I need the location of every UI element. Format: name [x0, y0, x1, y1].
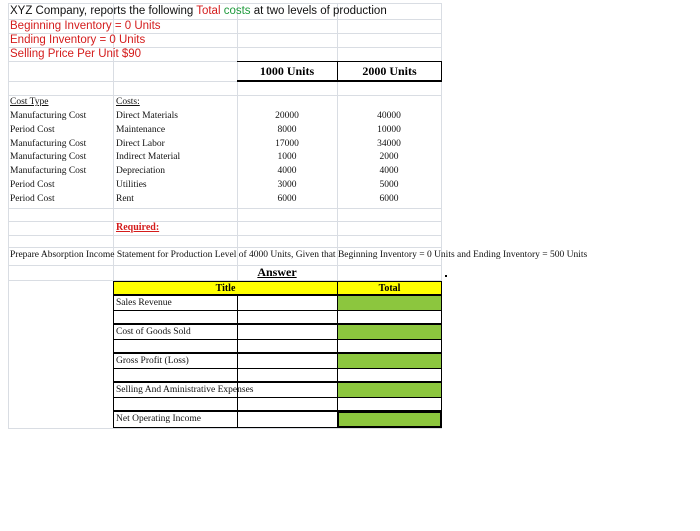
total-cell-cost-of-goods-sold[interactable] [337, 324, 442, 340]
total-cell-gross-profit[interactable] [337, 353, 442, 369]
row-value-2000: 6000 [379, 194, 399, 204]
row-value-1000: 3000 [277, 180, 297, 190]
row-cost-type: Period Cost [10, 180, 55, 190]
total-cell-selling-admin-expenses[interactable] [337, 382, 442, 398]
title-word-total: Total [196, 5, 221, 17]
row-cost-name: Indirect Material [116, 152, 181, 162]
answer-title-cell[interactable] [113, 397, 238, 411]
row-value-1000: 20000 [275, 111, 299, 121]
line-item-selling-admin-expenses: Selling And Aministrative Expenses [116, 385, 254, 395]
row-value-1000: 4000 [277, 166, 297, 176]
total-cell[interactable] [337, 368, 442, 382]
info-selling-price: Selling Price Per Unit $90 [10, 48, 142, 60]
row-cost-type: Manufacturing Cost [10, 111, 87, 121]
row-value-2000: 34000 [377, 139, 401, 149]
row-cost-name: Depreciation [116, 166, 166, 176]
total-cell[interactable] [337, 397, 442, 411]
problem-prompt: Prepare Absorption Income Statement for Production Level of 4000 Units, Given that Beginning Inventory = 0 Units and Ending Inventory = 500 Units [10, 250, 588, 260]
row-cost-name: Utilities [116, 180, 147, 190]
answer-amount-cell[interactable] [237, 339, 338, 353]
title-suffix: at two levels of production [250, 5, 387, 17]
row-value-2000: 4000 [379, 166, 399, 176]
row-cost-type: Period Cost [10, 194, 55, 204]
answer-amount-cell[interactable] [237, 295, 338, 311]
answer-title-cell[interactable] [113, 310, 238, 324]
required-label: Required: [116, 222, 160, 233]
answer-label: Answer [257, 265, 297, 279]
title-word-costs: costs [223, 5, 251, 17]
row-cost-name: Direct Labor [116, 139, 165, 149]
row-value-2000: 10000 [377, 125, 401, 135]
column-1000-units: 1000 Units [259, 64, 315, 78]
info-ending-inventory: Ending Inventory = 0 Units [10, 34, 146, 46]
report-title [10, 5, 387, 17]
cost-type-header: Cost Type [10, 97, 49, 107]
row-cost-name: Maintenance [116, 125, 166, 135]
row-cost-name: Direct Materials [116, 111, 178, 121]
title-prefix: XYZ Company, reports the following [10, 5, 197, 17]
title-column-header: Title [113, 281, 338, 295]
row-value-1000: 8000 [277, 125, 297, 135]
column-2000-units: 2000 Units [362, 64, 417, 78]
costs-header: Costs: [116, 97, 140, 107]
row-value-1000: 17000 [275, 139, 299, 149]
cell-marker [445, 275, 447, 277]
answer-amount-cell[interactable] [237, 324, 338, 340]
answer-amount-cell[interactable] [237, 368, 338, 382]
answer-amount-cell[interactable] [237, 310, 338, 324]
total-cell-sales-revenue[interactable] [337, 295, 442, 311]
line-item-net-operating-income: Net Operating Income [116, 414, 201, 424]
answer-amount-cell[interactable] [237, 411, 338, 428]
row-value-2000: 40000 [377, 111, 401, 121]
answer-title-cell[interactable] [113, 368, 238, 382]
line-item-cost-of-goods-sold: Cost of Goods Sold [116, 327, 191, 337]
row-value-2000: 2000 [379, 152, 399, 162]
row-cost-type: Manufacturing Cost [10, 166, 87, 176]
total-column-header: Total [337, 281, 442, 295]
row-cost-type: Manufacturing Cost [10, 139, 87, 149]
total-cell[interactable] [337, 310, 442, 324]
line-item-gross-profit: Gross Profit (Loss) [116, 356, 189, 366]
row-value-1000: 6000 [277, 194, 297, 204]
row-value-1000: 1000 [277, 152, 297, 162]
row-cost-type: Period Cost [10, 125, 55, 135]
total-cell[interactable] [337, 339, 442, 353]
row-cost-type: Manufacturing Cost [10, 152, 87, 162]
row-value-2000: 5000 [379, 180, 399, 190]
answer-amount-cell[interactable] [237, 397, 338, 411]
info-beginning-inventory: Beginning Inventory = 0 Units [10, 20, 161, 32]
answer-amount-cell[interactable] [237, 353, 338, 369]
row-cost-name: Rent [116, 194, 134, 204]
answer-title-cell[interactable] [113, 339, 238, 353]
line-item-sales-revenue: Sales Revenue [116, 298, 172, 308]
total-cell-net-operating-income[interactable] [337, 411, 442, 428]
